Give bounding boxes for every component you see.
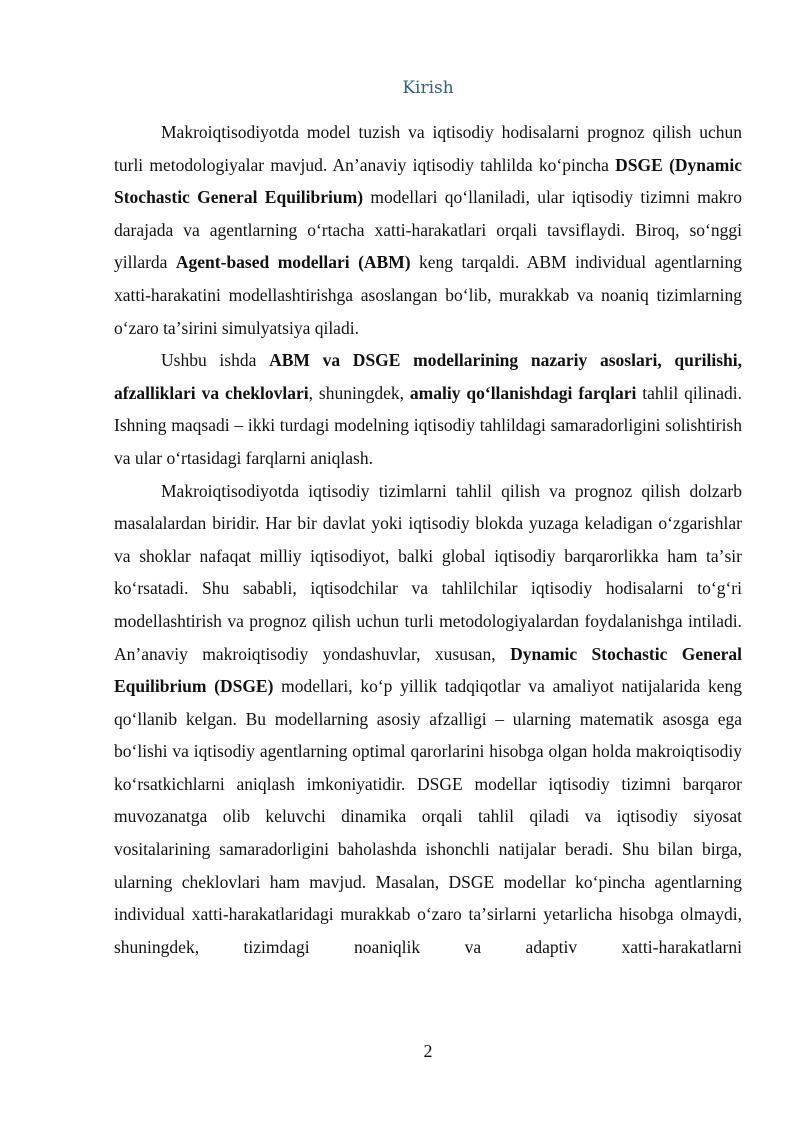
bold-term: ABM va DSGE modellarining nazariy asoslari, qurilishi, afzalliklari va cheklovlari — [114, 350, 742, 403]
section-heading: Kirish — [402, 78, 454, 98]
paragraph-text: tahlil qilinadi. Ishning maqsadi – ikki turdagi modelning iqtisodiy tahlildagi samaradorligini solishtirish va ular oʻrtasidagi farqlarni aniqlash. — [114, 382, 742, 468]
paragraph-text: Makroiqtisodiyotda model tuzish va iqtisodiy hodisalarni prognoz qilish uchun turli metodologiyalar mavjud. An’anaviy iqtisodiy tahlilda koʻpincha — [114, 122, 742, 175]
paragraph-background — [114, 475, 742, 964]
bold-term: Dynamic Stochastic General Equilibrium (DSGE) — [114, 643, 742, 697]
paragraph-text: , shuningdek, — [308, 382, 410, 403]
paragraph-text: Makroiqtisodiyotda iqtisodiy tizimlarni tahlil qilish va prognoz qilish dolzarb masalalardan biridir. Har bir davlat yoki iqtisodiy blokda yuzaga keladigan oʻzgarishlar va shoklar nafaqat milliy iqtisodiyot, balki global iqtisodiy barqarorlikka ham taʼsir koʻrsatadi. Shu sababli, iqtisodchilar va tahlilchilar iqtisodiy hodisalarni toʻgʻri modellashtirish va prognoz qilish uchun turli metodologiyalardan foydalanishga intiladi. An’anaviy makroiqtisodiy yondashuvlar, xususan, — [114, 480, 742, 664]
paragraph-intro — [114, 116, 742, 344]
paragraph-objective — [114, 344, 742, 474]
bold-term: amaliy qoʻllanishdagi farqlari — [409, 382, 637, 403]
document-body — [114, 116, 742, 963]
paragraph-text: modellari qoʻllaniladi, ular iqtisodiy tizimni makro darajada va agentlarning oʻrtacha xatti-harakatlari orqali tavsiflaydi. Biroq, soʻnggi yillarda — [114, 187, 743, 273]
bold-term: Agent-based modellari (ABM) — [175, 252, 411, 273]
paragraph-text: modellari, koʻp yillik tadqiqotlar va amaliyot natijalarida keng qoʻllanib kelgan. Bu modellarning asosiy afzalligi – ularning matematik asosga ega boʻlishi va iqtisodiy agentlarning optimal qarorlarini hisobga olgan holda makroiqtisodiy koʻrsatkichlarni aniqlash imkoniyatidir. DSGE modellar iqtisodiy tizimni barqaror muvozanatga olib keluvchi dinamika orqali tahlil qiladi va iqtisodiy siyosat vositalarining samaradorligini baholashda ishonchli natijalar beradi. Shu bilan birga, ularning cheklovlari ham mavjud. Masalan, DSGE modellar koʻpincha agentlarning individual xatti-harakatlaridagi murakkab oʻzaro taʼsirlarni yetarlicha hisobga olmaydi, shuningdek, tizimdagi noaniqlik va adaptiv xatti-harakatlarni — [114, 676, 742, 957]
bold-term: DSGE (Dynamic Stochastic General Equilibrium) — [114, 154, 742, 208]
page-number: 2 — [423, 1041, 433, 1061]
paragraph-text: Ushbu ishda — [161, 350, 270, 371]
paragraph-text: keng tarqaldi. ABM individual agentlarning xatti-harakatini modellashtirishga asoslangan boʻlib, murakkab va noaniq tizimlarning oʻzaro taʼsirini simulyatsiya qiladi. — [114, 252, 742, 338]
